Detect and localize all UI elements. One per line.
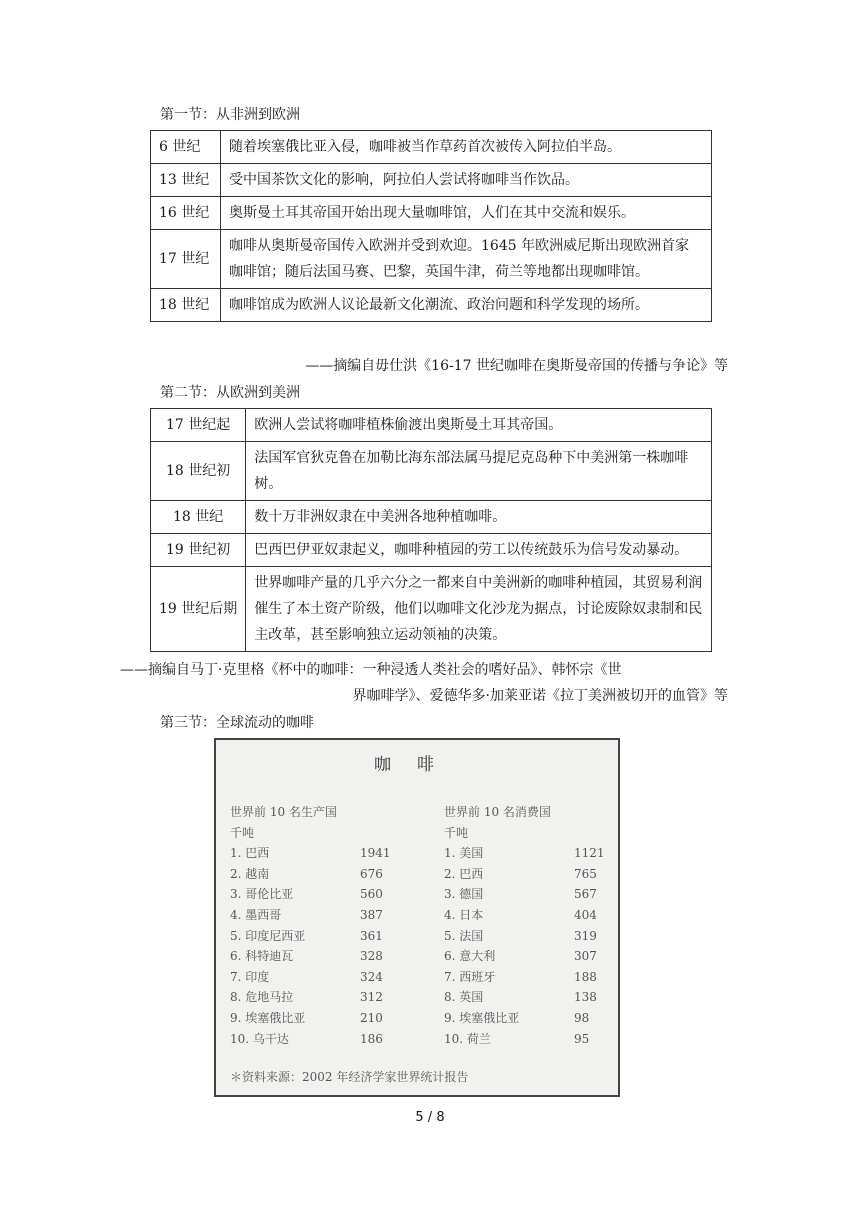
tonnage-value: 312 — [360, 990, 383, 1005]
section2-source-line1: ——摘编自马丁·克里格《杯中的咖啡：一种浸透人类社会的嗜好品》、韩怀宗《世 — [120, 662, 622, 678]
event-cell: 法国军官狄克鲁在加勒比海东部法属马提尼克岛种下中美洲第一株咖啡树。 — [246, 442, 712, 501]
country-name: 9. 埃塞俄比亚 — [444, 1010, 520, 1025]
tonnage-value: 560 — [360, 887, 383, 902]
consumers-column — [444, 802, 614, 1049]
tonnage-value: 387 — [360, 907, 383, 922]
era-cell: 16 世纪 — [151, 197, 221, 230]
list-item — [444, 1029, 614, 1050]
list-item — [444, 987, 614, 1008]
tonnage-value: 138 — [574, 990, 597, 1005]
table-row — [151, 534, 712, 567]
tonnage-value: 676 — [360, 866, 383, 881]
list-item — [444, 905, 614, 926]
country-name: 5. 法国 — [444, 928, 484, 943]
country-name: 8. 危地马拉 — [230, 990, 294, 1005]
producers-unit: 千吨 — [230, 825, 255, 840]
tonnage-value: 765 — [574, 866, 597, 881]
country-name: 2. 巴西 — [444, 866, 484, 881]
era-cell: 6 世纪 — [151, 131, 221, 164]
tonnage-value: 95 — [574, 1031, 590, 1046]
event-cell: 随着埃塞俄比亚入侵，咖啡被当作草药首次被传入阿拉伯半岛。 — [221, 131, 712, 164]
section3-heading: 第三节：全球流动的咖啡 — [160, 715, 314, 731]
list-item — [230, 946, 415, 967]
list-item — [444, 926, 614, 947]
tonnage-value: 404 — [574, 907, 597, 922]
table-row — [151, 289, 712, 322]
tonnage-value: 328 — [360, 949, 383, 964]
country-name: 4. 墨西哥 — [230, 907, 282, 922]
event-cell: 受中国茶饮文化的影响，阿拉伯人尝试将咖啡当作饮品。 — [221, 164, 712, 197]
list-item — [444, 884, 614, 905]
table-row — [151, 567, 712, 652]
list-item — [230, 987, 415, 1008]
era-cell: 17 世纪 — [151, 230, 221, 289]
figure-source-note: ＊资料来源：2002 年经济学家世界统计报告 — [230, 1070, 469, 1084]
section2-source-line2: 界咖啡学》、爱德华多·加莱亚诺《拉丁美洲被切开的血管》等 — [352, 688, 728, 704]
country-name: 2. 越南 — [230, 866, 270, 881]
country-name: 7. 印度 — [230, 969, 270, 984]
era-cell: 19 世纪后期 — [151, 567, 246, 652]
list-item — [230, 843, 415, 864]
list-item — [230, 884, 415, 905]
list-item — [230, 864, 415, 885]
list-item — [444, 864, 614, 885]
tonnage-value: 567 — [574, 887, 597, 902]
table-row — [151, 442, 712, 501]
country-name: 10. 荷兰 — [444, 1031, 491, 1046]
tonnage-value: 319 — [574, 928, 597, 943]
era-cell: 18 世纪 — [151, 501, 246, 534]
section2-table — [150, 408, 712, 652]
table-row — [151, 409, 712, 442]
era-cell: 17 世纪起 — [151, 409, 246, 442]
table-row — [151, 501, 712, 534]
list-item — [230, 1029, 415, 1050]
country-name: 4. 日本 — [444, 907, 484, 922]
country-name: 1. 巴西 — [230, 846, 270, 861]
country-name: 3. 德国 — [444, 887, 484, 902]
country-name: 5. 印度尼西亚 — [230, 928, 306, 943]
country-name: 1. 美国 — [444, 846, 484, 861]
event-cell: 欧洲人尝试将咖啡植株偷渡出奥斯曼土耳其帝国。 — [246, 409, 712, 442]
event-cell: 奥斯曼土耳其帝国开始出现大量咖啡馆，人们在其中交流和娱乐。 — [221, 197, 712, 230]
event-cell: 咖啡馆成为欧洲人议论最新文化潮流、政治问题和科学发现的场所。 — [221, 289, 712, 322]
tonnage-value: 1941 — [360, 846, 391, 861]
tonnage-value: 98 — [574, 1010, 590, 1025]
country-name: 10. 乌干达 — [230, 1031, 289, 1046]
tonnage-value: 188 — [574, 969, 597, 984]
tonnage-value: 307 — [574, 949, 597, 964]
country-name: 6. 科特迪瓦 — [230, 949, 294, 964]
list-item — [230, 905, 415, 926]
event-cell: 世界咖啡产量的几乎六分之一都来自中美洲新的咖啡种植园，其贸易利润催生了本土资产阶级，他们以咖啡文化沙龙为据点，讨论废除奴隶制和民主改革，甚至影响独立运动领袖的决策。 — [246, 567, 712, 652]
consumers-label: 世界前 10 名消费国 — [444, 805, 551, 819]
section2-heading: 第二节：从欧洲到美洲 — [160, 385, 300, 401]
table-row — [151, 197, 712, 230]
section1-heading: 第一节：从非洲到欧洲 — [160, 107, 300, 123]
tonnage-value: 210 — [360, 1010, 383, 1025]
table-row — [151, 230, 712, 289]
list-item — [444, 946, 614, 967]
list-item — [444, 967, 614, 988]
country-name: 9. 埃塞俄比亚 — [230, 1010, 306, 1025]
list-item — [230, 926, 415, 947]
tonnage-value: 1121 — [574, 846, 605, 861]
consumers-unit: 千吨 — [444, 825, 469, 840]
table-row — [151, 131, 712, 164]
country-name: 7. 西班牙 — [444, 969, 496, 984]
producers-label: 世界前 10 名生产国 — [230, 805, 337, 819]
tonnage-value: 361 — [360, 928, 383, 943]
list-item — [230, 967, 415, 988]
country-name: 6. 意大利 — [444, 949, 496, 964]
event-cell: 巴西巴伊亚奴隶起义，咖啡种植园的劳工以传统鼓乐为信号发动暴动。 — [246, 534, 712, 567]
coffee-figure — [214, 738, 620, 1097]
event-cell: 数十万非洲奴隶在中美洲各地种植咖啡。 — [246, 501, 712, 534]
tonnage-value: 186 — [360, 1031, 383, 1046]
era-cell: 19 世纪初 — [151, 534, 246, 567]
country-name: 8. 英国 — [444, 990, 484, 1005]
list-item — [444, 1008, 614, 1029]
era-cell: 18 世纪 — [151, 289, 221, 322]
country-name: 3. 哥伦比亚 — [230, 887, 294, 902]
section1-source: ——摘编自毋仕洪《16-17 世纪咖啡在奥斯曼帝国的传播与争论》等 — [305, 358, 728, 374]
figure-title: 咖啡 — [374, 755, 460, 775]
tonnage-value: 324 — [360, 969, 383, 984]
section1-table — [150, 130, 712, 322]
event-cell: 咖啡从奥斯曼帝国传入欧洲并受到欢迎。1645 年欧洲威尼斯出现欧洲首家咖啡馆；随后法国马赛、巴黎，英国牛津，荷兰等地都出现咖啡馆。 — [221, 230, 712, 289]
table-row — [151, 164, 712, 197]
page-number: 5 / 8 — [415, 1110, 445, 1125]
producers-column — [230, 802, 415, 1049]
list-item — [444, 843, 614, 864]
list-item — [230, 1008, 415, 1029]
era-cell: 18 世纪初 — [151, 442, 246, 501]
era-cell: 13 世纪 — [151, 164, 221, 197]
